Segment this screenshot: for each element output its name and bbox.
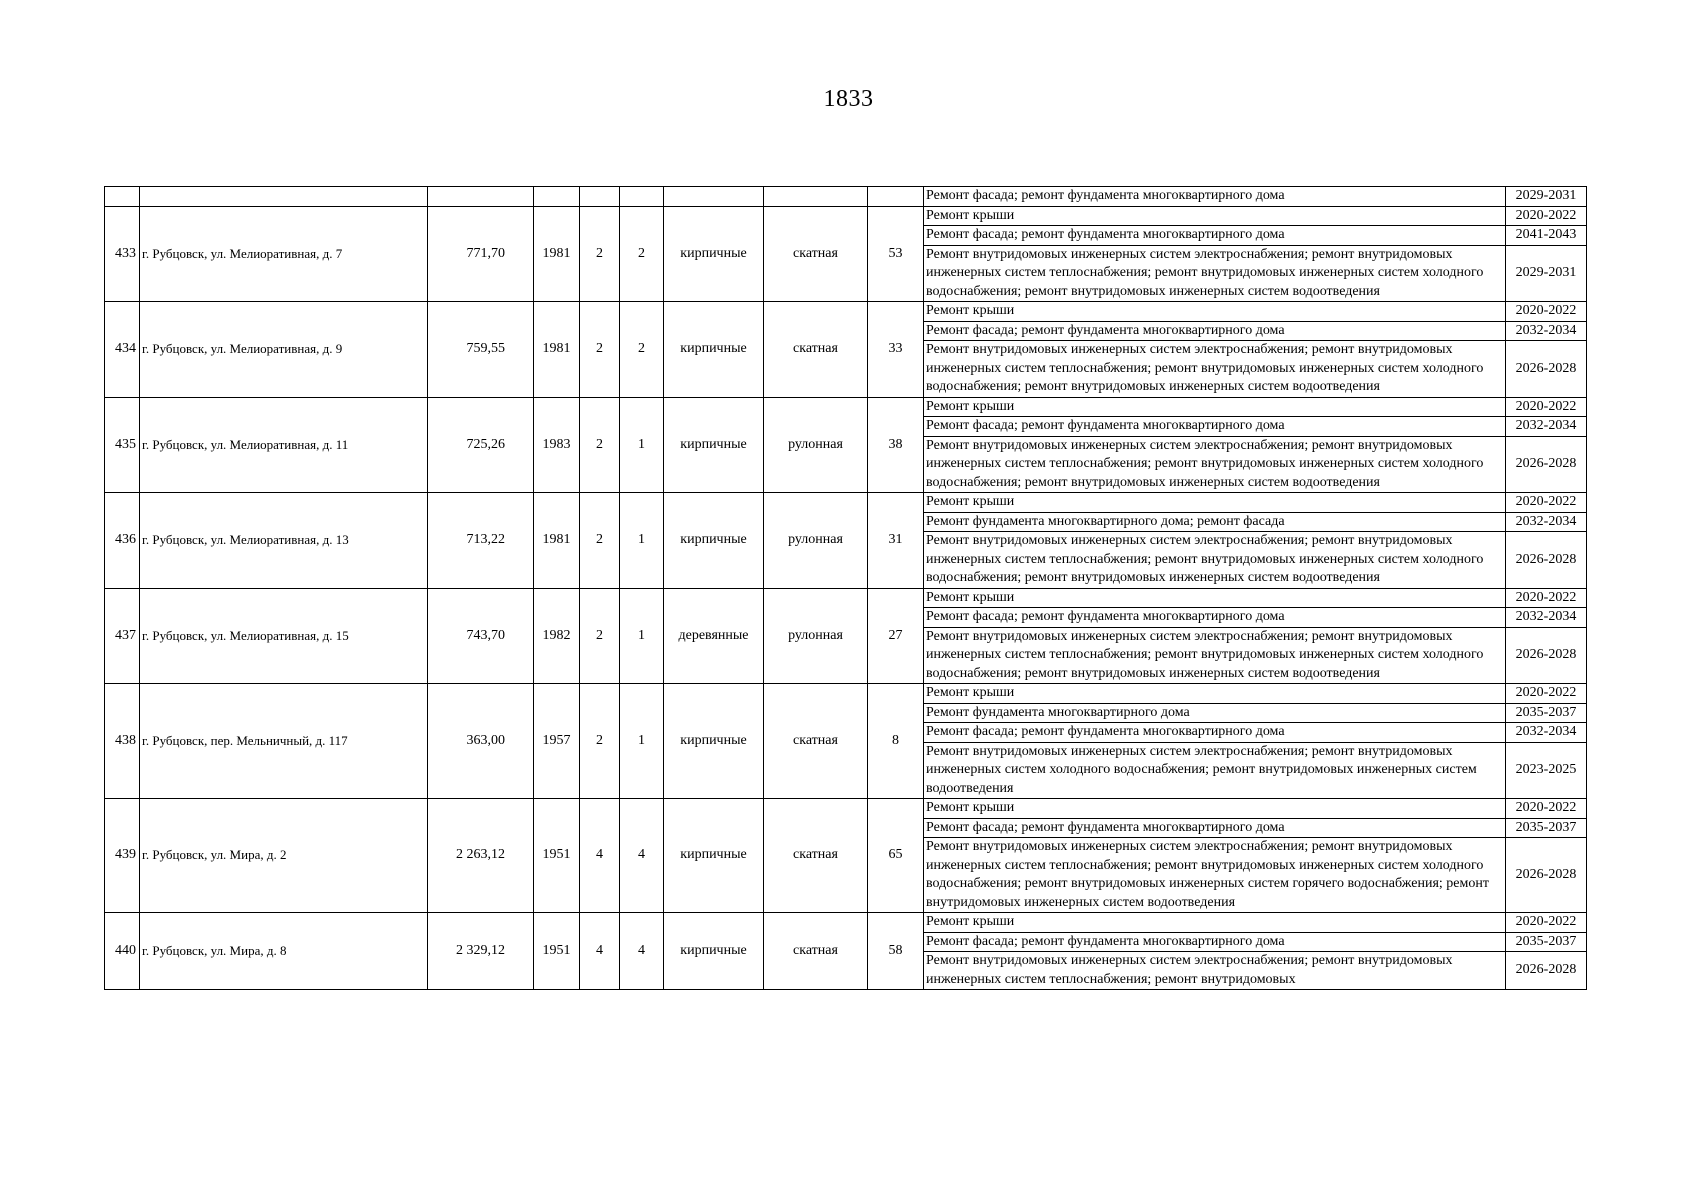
floors-count: 2 [580, 493, 620, 589]
work-description: Ремонт фасада; ремонт фундамента многоквартирного дома [924, 417, 1506, 437]
work-period: 2032-2034 [1506, 723, 1587, 743]
entrances-count: 4 [620, 799, 664, 913]
work-period: 2026-2028 [1506, 627, 1587, 684]
floors-count: 2 [580, 397, 620, 493]
residents-count: 38 [868, 397, 924, 493]
work-description: Ремонт крыши [924, 493, 1506, 513]
work-description: Ремонт фасада; ремонт фундамента многоквартирного дома [924, 818, 1506, 838]
table-row-carryover [105, 187, 1587, 207]
work-period: 2020-2022 [1506, 913, 1587, 933]
table-row [105, 913, 1587, 933]
construction-year: 1981 [534, 206, 580, 302]
table-row [105, 588, 1587, 608]
work-period: 2035-2037 [1506, 703, 1587, 723]
work-period: 2035-2037 [1506, 818, 1587, 838]
empty-cell [534, 187, 580, 207]
work-period: 2020-2022 [1506, 493, 1587, 513]
entrances-count: 2 [620, 206, 664, 302]
empty-cell [428, 187, 534, 207]
row-number: 439 [105, 799, 140, 913]
construction-year: 1982 [534, 588, 580, 684]
floors-count: 2 [580, 302, 620, 398]
table-row [105, 493, 1587, 513]
empty-cell [620, 187, 664, 207]
house-address: г. Рубцовск, ул. Мелиоративная, д. 11 [140, 397, 428, 493]
work-description: Ремонт крыши [924, 588, 1506, 608]
table-row [105, 206, 1587, 226]
work-period: 2020-2022 [1506, 302, 1587, 322]
floors-count: 4 [580, 913, 620, 990]
work-period: 2020-2022 [1506, 397, 1587, 417]
floors-count: 2 [580, 588, 620, 684]
roof-type: рулонная [764, 493, 868, 589]
residents-count: 65 [868, 799, 924, 913]
houses-register-table [104, 186, 1587, 990]
work-period: 2026-2028 [1506, 436, 1587, 493]
house-address: г. Рубцовск, ул. Мира, д. 8 [140, 913, 428, 990]
work-period: 2020-2022 [1506, 206, 1587, 226]
work-period: 2032-2034 [1506, 512, 1587, 532]
house-address: г. Рубцовск, пер. Мельничный, д. 117 [140, 684, 428, 799]
residents-count: 58 [868, 913, 924, 990]
work-description: Ремонт крыши [924, 684, 1506, 704]
roof-type: скатная [764, 302, 868, 398]
wall-material: деревянные [664, 588, 764, 684]
roof-type: рулонная [764, 397, 868, 493]
wall-material: кирпичные [664, 397, 764, 493]
entrances-count: 4 [620, 913, 664, 990]
empty-cell [664, 187, 764, 207]
empty-cell [868, 187, 924, 207]
work-description: Ремонт крыши [924, 799, 1506, 819]
roof-type: скатная [764, 206, 868, 302]
residents-count: 33 [868, 302, 924, 398]
total-area: 2 263,12 [428, 799, 534, 913]
row-number: 438 [105, 684, 140, 799]
total-area: 2 329,12 [428, 913, 534, 990]
wall-material: кирпичные [664, 913, 764, 990]
house-address: г. Рубцовск, ул. Мелиоративная, д. 13 [140, 493, 428, 589]
work-description: Ремонт внутридомовых инженерных систем электроснабжения; ремонт внутридомовых инженерных систем теплоснабжения; ремонт внутридомовых инженерных систем холодного водоснабжения; ремонт внутридомовых инженерных систем водоотведения [924, 532, 1506, 589]
total-area: 771,70 [428, 206, 534, 302]
roof-type: скатная [764, 913, 868, 990]
wall-material: кирпичные [664, 799, 764, 913]
total-area: 713,22 [428, 493, 534, 589]
work-period: 2020-2022 [1506, 684, 1587, 704]
empty-cell [105, 187, 140, 207]
work-description: Ремонт крыши [924, 206, 1506, 226]
work-period: 2026-2028 [1506, 952, 1587, 990]
work-description: Ремонт фасада; ремонт фундамента многоквартирного дома [924, 932, 1506, 952]
entrances-count: 2 [620, 302, 664, 398]
work-description: Ремонт внутридомовых инженерных систем электроснабжения; ремонт внутридомовых инженерных систем теплоснабжения; ремонт внутридомовых инженерных систем холодного водоснабжения; ремонт внутридомовых инженерных систем водоотведения [924, 436, 1506, 493]
work-description: Ремонт крыши [924, 913, 1506, 933]
roof-type: скатная [764, 684, 868, 799]
empty-cell [580, 187, 620, 207]
work-description: Ремонт фундамента многоквартирного дома [924, 703, 1506, 723]
entrances-count: 1 [620, 397, 664, 493]
work-period: 2032-2034 [1506, 417, 1587, 437]
wall-material: кирпичные [664, 493, 764, 589]
work-description: Ремонт внутридомовых инженерных систем электроснабжения; ремонт внутридомовых инженерных систем теплоснабжения; ремонт внутридомовых [924, 952, 1506, 990]
table-row [105, 397, 1587, 417]
work-period: 2032-2034 [1506, 608, 1587, 628]
entrances-count: 1 [620, 684, 664, 799]
work-description: Ремонт крыши [924, 397, 1506, 417]
house-address: г. Рубцовск, ул. Мелиоративная, д. 15 [140, 588, 428, 684]
table-row [105, 302, 1587, 322]
work-period: 2023-2025 [1506, 742, 1587, 799]
construction-year: 1957 [534, 684, 580, 799]
wall-material: кирпичные [664, 302, 764, 398]
row-number: 436 [105, 493, 140, 589]
total-area: 759,55 [428, 302, 534, 398]
wall-material: кирпичные [664, 684, 764, 799]
wall-material: кирпичные [664, 206, 764, 302]
roof-type: рулонная [764, 588, 868, 684]
residents-count: 8 [868, 684, 924, 799]
entrances-count: 1 [620, 588, 664, 684]
total-area: 363,00 [428, 684, 534, 799]
work-period: 2041-2043 [1506, 226, 1587, 246]
work-period: 2029-2031 [1506, 245, 1587, 302]
work-description: Ремонт фасада; ремонт фундамента многоквартирного дома [924, 723, 1506, 743]
construction-year: 1983 [534, 397, 580, 493]
work-description: Ремонт фасада; ремонт фундамента многоквартирного дома [924, 321, 1506, 341]
construction-year: 1951 [534, 799, 580, 913]
work-period: 2020-2022 [1506, 588, 1587, 608]
work-description: Ремонт фундамента многоквартирного дома; ремонт фасада [924, 512, 1506, 532]
work-period: 2032-2034 [1506, 321, 1587, 341]
work-description: Ремонт внутридомовых инженерных систем электроснабжения; ремонт внутридомовых инженерных систем теплоснабжения; ремонт внутридомовых инженерных систем холодного водоснабжения; ремонт внутридомовых инженерных систем водоотведения [924, 627, 1506, 684]
work-description: Ремонт фасада; ремонт фундамента многоквартирного дома [924, 608, 1506, 628]
total-area: 725,26 [428, 397, 534, 493]
roof-type: скатная [764, 799, 868, 913]
construction-year: 1951 [534, 913, 580, 990]
floors-count: 2 [580, 684, 620, 799]
work-period: 2035-2037 [1506, 932, 1587, 952]
residents-count: 31 [868, 493, 924, 589]
row-number: 437 [105, 588, 140, 684]
floors-count: 2 [580, 206, 620, 302]
work-description: Ремонт фасада; ремонт фундамента многоквартирного дома [924, 226, 1506, 246]
row-number: 435 [105, 397, 140, 493]
construction-year: 1981 [534, 302, 580, 398]
page-number: 1833 [823, 86, 874, 112]
house-address: г. Рубцовск, ул. Мелиоративная, д. 7 [140, 206, 428, 302]
work-description: Ремонт крыши [924, 302, 1506, 322]
table-body [105, 187, 1587, 990]
total-area: 743,70 [428, 588, 534, 684]
empty-cell [764, 187, 868, 207]
work-description: Ремонт фасада; ремонт фундамента многоквартирного дома [924, 187, 1506, 207]
house-address: г. Рубцовск, ул. Мира, д. 2 [140, 799, 428, 913]
house-address: г. Рубцовск, ул. Мелиоративная, д. 9 [140, 302, 428, 398]
work-description: Ремонт внутридомовых инженерных систем электроснабжения; ремонт внутридомовых инженерных систем теплоснабжения; ремонт внутридомовых инженерных систем холодного водоснабжения; ремонт внутридомовых инженерных систем водоотведения [924, 245, 1506, 302]
floors-count: 4 [580, 799, 620, 913]
residents-count: 27 [868, 588, 924, 684]
table-row [105, 799, 1587, 819]
construction-year: 1981 [534, 493, 580, 589]
work-period: 2026-2028 [1506, 838, 1587, 913]
work-period: 2029-2031 [1506, 187, 1587, 207]
work-description: Ремонт внутридомовых инженерных систем электроснабжения; ремонт внутридомовых инженерных систем холодного водоснабжения; ремонт внутридомовых инженерных систем водоотведения [924, 742, 1506, 799]
work-period: 2020-2022 [1506, 799, 1587, 819]
entrances-count: 1 [620, 493, 664, 589]
work-description: Ремонт внутридомовых инженерных систем электроснабжения; ремонт внутридомовых инженерных систем теплоснабжения; ремонт внутридомовых инженерных систем холодного водоснабжения; ремонт внутридомовых инженерных систем водоотведения [924, 341, 1506, 398]
work-period: 2026-2028 [1506, 532, 1587, 589]
table-row [105, 684, 1587, 704]
work-period: 2026-2028 [1506, 341, 1587, 398]
residents-count: 53 [868, 206, 924, 302]
row-number: 440 [105, 913, 140, 990]
work-description: Ремонт внутридомовых инженерных систем электроснабжения; ремонт внутридомовых инженерных систем теплоснабжения; ремонт внутридомовых инженерных систем холодного водоснабжения; ремонт внутридомовых инженерных систем горячего водоснабжения; ремонт внутридомовых инженерных систем водоотведения [924, 838, 1506, 913]
row-number: 434 [105, 302, 140, 398]
row-number: 433 [105, 206, 140, 302]
empty-cell [140, 187, 428, 207]
